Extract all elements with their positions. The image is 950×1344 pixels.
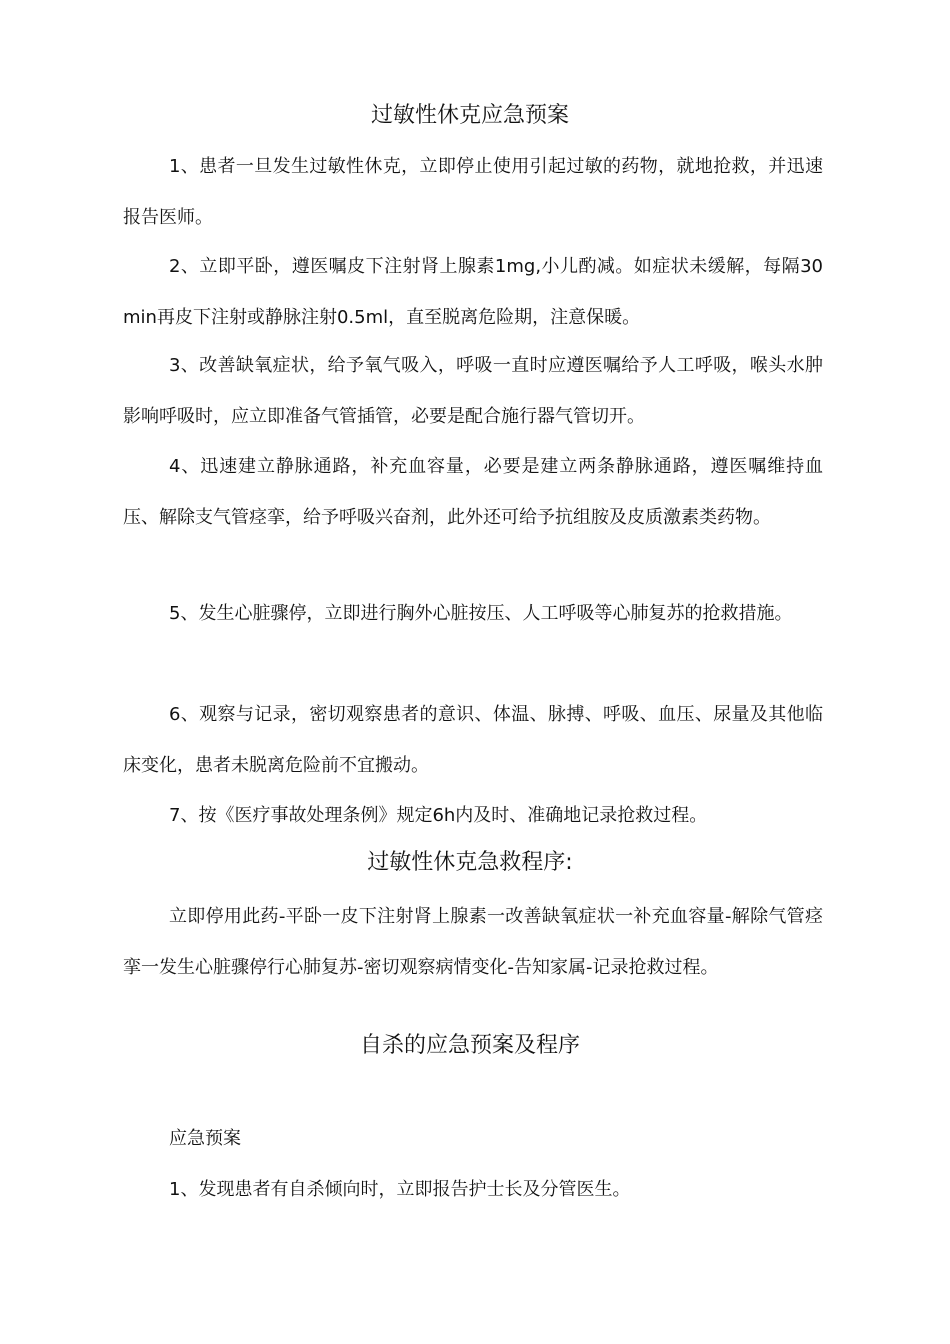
section-title-anaphylaxis-procedure: 过敏性休克急救程序: xyxy=(367,850,573,875)
section-title-anaphylaxis-plan: 过敏性休克应急预案 xyxy=(370,103,569,128)
section-title-suicide-plan: 自杀的应急预案及程序 xyxy=(359,1033,580,1058)
plan-item-3: 3、改善缺氧症状，给予氧气吸入，呼吸一直时应遵医嘱给予人工呼吸，喉头水肿影响呼吸时，应立即准备气管插管，必要是配合施行器气管切开。 xyxy=(123,355,823,427)
plan-item-5: 5、发生心脏骤停，立即进行胸外心脏按压、人工呼吸等心肺复苏的抢救措施。 xyxy=(169,603,793,624)
plan-item-2: 2、立即平卧，遵医嘱皮下注射肾上腺素1mg,小儿酌减。如症状未缓解，每隔30min再皮下注射或静脉注射0.5ml，直至脱离危险期，注意保暖。 xyxy=(123,256,823,328)
plan-item-7: 7、按《医疗事故处理条例》规定6h内及时、准确地记录抢救过程。 xyxy=(169,805,708,826)
subheading-emergency-plan: 应急预案 xyxy=(169,1128,241,1149)
suicide-plan-item-1: 1、发现患者有自杀倾向时，立即报告护士长及分管医生。 xyxy=(169,1179,631,1200)
procedure-text: 立即停用此药-平卧一皮下注射肾上腺素一改善缺氧症状一补充血容量-解除气管痉挛一发生心脏骤停行心肺复苏-密切观察病情变化-告知家属-记录抢救过程。 xyxy=(123,906,823,978)
plan-item-4: 4、迅速建立静脉通路，补充血容量，必要是建立两条静脉通路，遵医嘱维持血压、解除支气管痉挛，给予呼吸兴奋剂，此外还可给予抗组胺及皮质激素类药物。 xyxy=(123,456,823,528)
plan-item-1: 1、患者一旦发生过敏性休克，立即停止使用引起过敏的药物，就地抢救，并迅速报告医师。 xyxy=(123,156,823,228)
plan-item-6: 6、观察与记录，密切观察患者的意识、体温、脉搏、呼吸、血压、尿量及其他临床变化，患者未脱离危险前不宜搬动。 xyxy=(123,704,823,776)
